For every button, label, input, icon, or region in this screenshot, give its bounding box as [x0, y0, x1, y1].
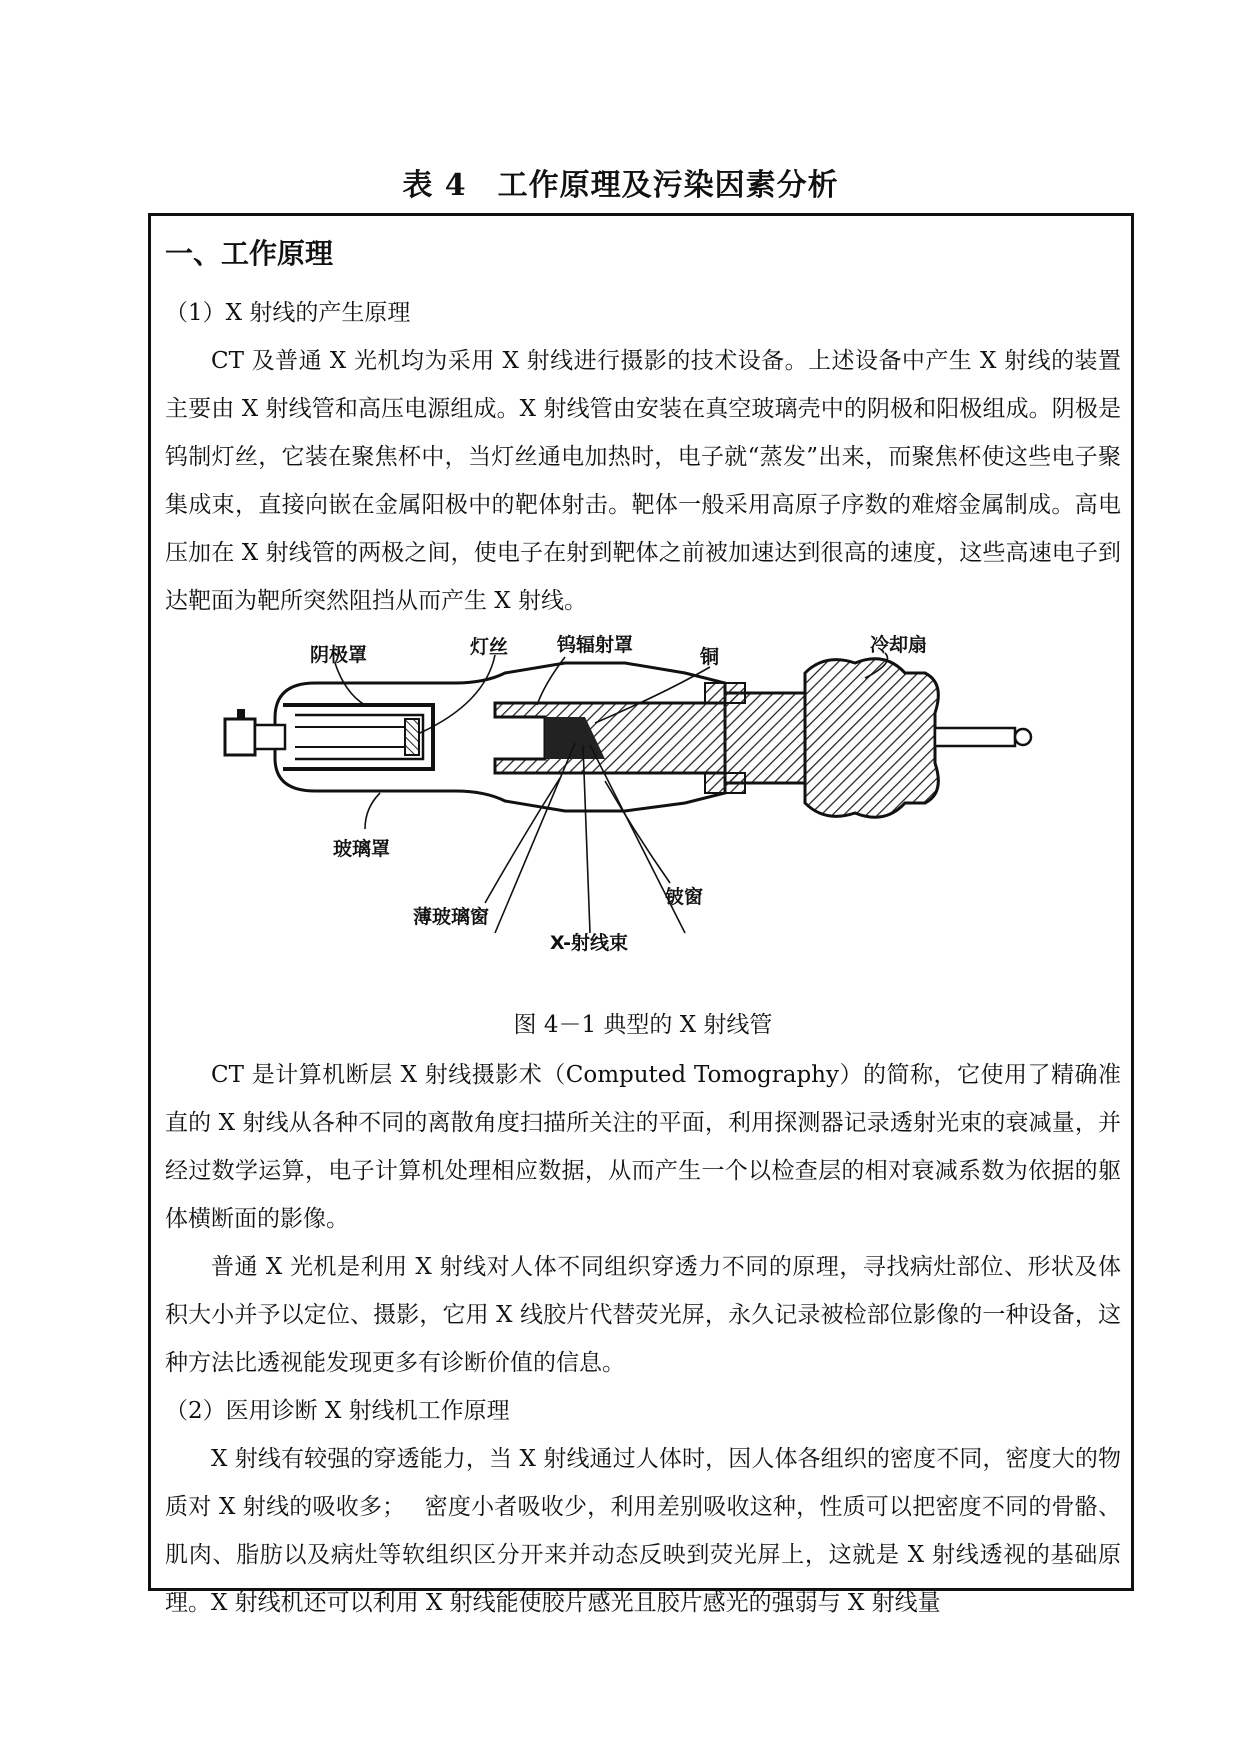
- label-beryllium-window: 铍窗: [665, 886, 704, 909]
- page-title: 表 4 工作原理及污染因素分析: [402, 168, 839, 203]
- subsection-heading-1: （1）X 射线的产生原理: [165, 300, 411, 327]
- label-cathode-cover: 阴极罩: [310, 644, 368, 667]
- paragraph-diagnostic-principle: X 射线有较强的穿透能力，当 X 射线通过人体时，因人体各组织的密度不同，密度大的物质对 X 射线的吸收多； 密度小者吸收少，利用差别吸收这种，性质可以把密度不同的骨骼、肌肉、脂肪以及病灶等软组织区分开来并动态反映到荧光屏上，这就是 X 射线透视的基础原理。X 射线机还可以利用 X 射线能使胶片感光且胶片感光的强弱与 X 射线量: [165, 1446, 1121, 1617]
- cooling-fins: [805, 659, 938, 817]
- xray-tube-diagram: [165, 633, 1121, 1005]
- anode-terminal: [935, 728, 1015, 746]
- label-cooling-fin: 冷却扇: [870, 634, 928, 657]
- paragraph-xray-generation: CT 及普通 X 光机均为采用 X 射线进行摄影的技术设备。上述设备中产生 X 射线的装置主要由 X 射线管和高压电源组成。X 射线管由安装在真空玻璃壳中的阴极和阳极组成。阴极是钨制灯丝，它装在聚焦杯中，当灯丝通电加热时，电子就“蒸发”出来，而聚焦杯使这些电子聚集成束，直接向嵌在金属阳极中的靶体射击。靶体一般采用高原子序数的难熔金属制成。高电压加在 X 射线管的两极之间，使电子在射到靶体之前被加速达到很高的速度，这些高速电子到达靶面为靶所突然阻挡从而产生 X 射线。: [165, 348, 1121, 615]
- label-copper: 铜: [700, 646, 720, 669]
- cathode-terminal: [225, 719, 255, 755]
- anode-stem: [495, 693, 805, 783]
- paragraph-ct: CT 是计算机断层 X 射线摄影术（Computed Tomography）的简称，它使用了精确准直的 X 射线从各种不同的离散角度扫描所关注的平面，利用探测器记录透射光束的衰减量，并经过数学运算，电子计算机处理相应数据，从而产生一个以检查层的相对衰减系数为依据的躯体横断面的影像。: [165, 1062, 1121, 1233]
- content-area: [165, 234, 1121, 1627]
- paragraph-xray-machine: 普通 X 光机是利用 X 射线对人体不同组织穿透力不同的原理，寻找病灶部位、形状及体积大小并予以定位、摄影，它用 X 线胶片代替荧光屏，永久记录被检部位影像的一种设备，这种方法比透视能发现更多有诊断价值的信息。: [165, 1254, 1121, 1377]
- label-xray-beam: X-射线束: [550, 932, 628, 955]
- label-tungsten-shield: 钨辐射罩: [557, 634, 634, 657]
- subsection-heading-2: （2）医用诊断 X 射线机工作原理: [165, 1398, 510, 1425]
- label-glass-cover: 玻璃罩: [333, 838, 391, 861]
- content-table-frame: [148, 213, 1134, 1617]
- xray-tube-figure: [165, 633, 1121, 1005]
- figure-caption: 图 4－1 典型的 X 射线管: [513, 1012, 773, 1039]
- label-thin-glass-window: 薄玻璃窗: [413, 906, 490, 929]
- section-heading: 一、工作原理: [165, 237, 334, 270]
- label-filament: 灯丝: [470, 636, 509, 659]
- filament: [405, 719, 419, 755]
